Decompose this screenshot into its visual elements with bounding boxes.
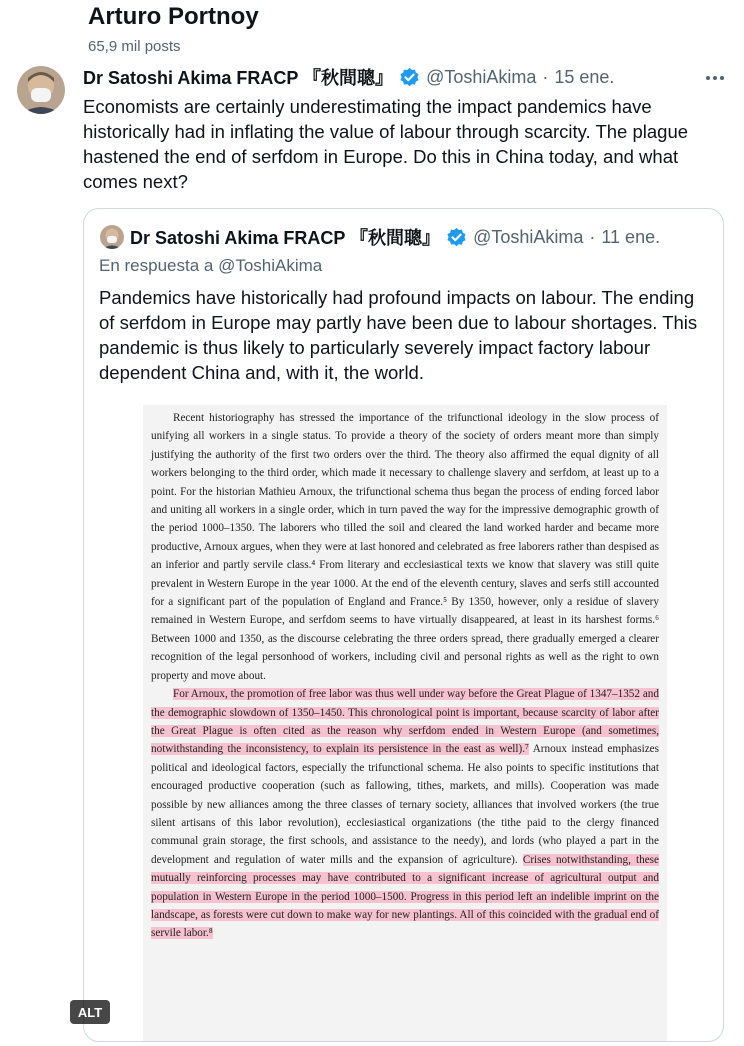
book-paragraph: Recent historiography has stressed the importance of the trifunctional ideology in the slow process of unifying all workers in a single status. To provide a theory of the society of orders meant more than simply justifying the authority of the first two orders over the third. The theory also affirmed the equal dignity of all workers belonging to the third order, which made it necessary to challenge slavery and serfdom, at least up to a point. For the historian Mathieu Arnoux, the trifunctional schema thus began the process of ending forced labor and uniting all workers in a single order, which in turn paved the way for the impressive demographic growth of the period 1000–1350. The laborers who tilled the soil and cleared the land worked harder and became more productive, Arnoux argues, when they were at last honored and celebrated as free laborers rather than despised as an inferior and partly servile class.⁴ From literary and ecclesiastical texts we know that slavery was still quite prevalent in Western Europe in the year 1000. At the end of the eleventh century, slaves and serfs still accounted for a significant part of the population of England and France.⁵ By 1350, however, only a residue of slavery remained in Western Europe, and serfdom seems to have virtually disappeared, at least in its harshest forms.⁶ Between 1000 and 1350, as the discourse celebrating the three orders spread, there gradually emerged a clearer recognition of the legal personhood of workers, including civil and personal rights as well as the right to own property and move about. [151,412,659,682]
quoted-book-page-image[interactable] [143,405,667,1042]
book-page-text [151,409,659,943]
verified-badge-icon [446,227,467,248]
highlighted-passage: Crises notwithstanding, these mutually reinforcing processes may have contributed to a significant increase of agricultural output and population in Western Europe in the period 1000–1500. Progress in this period left an indelible imprint on the landscape, as forests were cut down to make way for new plantings. All of this coincided with the gradual end of servile labor.⁸ [151,853,659,940]
reply-context: En respuesta a @ToshiAkima [99,256,323,275]
plain-passage: Arnoux instead emphasizes political and ideological factors, especially the trifunctional schema. He also points to specific institutions that encouraged productive cooperation (such as fallowing, tithes, markets, and mills). Cooperation was made possible by new alliances among the three classes of ternary society, alliances that involved workers (the true silent artisans of this labor revolution), ecclesiastical organizations (the tithe paid to the clergy financed communal grain storage, the first schools, and assistance to the needy), and lords (who played a part in the development and regulation of water mills and the expansion of agriculture). [151,743,659,866]
tweet-text: Economists are certainly underestimating the impact pandemics have historically had in inflating the value of labour through scarcity. The plague hastened the end of serfdom in Europe. Do this in China today, and what comes next? [83,96,689,192]
avatar[interactable] [17,66,65,114]
separator-dot: · [589,226,596,247]
author-name[interactable]: Dr Satoshi Akima FRACP 『秋間聰』 [83,68,394,88]
more-options-icon[interactable] [702,66,728,90]
highlighted-passage: For Arnoux, the promotion of free labor was thus well under way before the Great Plague of 1347–1352 and the demographic slowdown of 1350–1450. This chronological point is important, because scarcity of labor after the Great Plague is often cited as the reason why serfdom ended in Western Europe (and sometimes, notwithstanding the inconsistency, to explain its persistence in the east as well).⁷ [151,688,659,756]
alt-text-badge[interactable]: ALT [70,1000,110,1024]
quote-date: 11 ene. [601,226,661,247]
profile-name: Arturo Portnoy [88,3,259,30]
author-handle[interactable]: @ToshiAkima [426,66,537,87]
separator-dot: · [542,66,549,87]
verified-badge-icon [399,67,420,88]
quote-text: Pandemics have historically had profound impacts on labour. The ending of serfdom in Europe may partly have been due to labour shortages. This pandemic is thus likely to particularly severely impact factory labour dependent China and, with it, the world. [99,287,698,383]
book-paragraph [151,685,659,943]
quote-author-handle: @ToshiAkima [473,226,584,247]
quote-author-name: Dr Satoshi Akima FRACP 『秋間聰』 [130,228,441,248]
profile-header [0,0,744,62]
quote-header [130,224,660,250]
tweet-date[interactable]: 15 ene. [554,66,615,87]
tweet-header [83,65,614,89]
quote-tweet-card[interactable] [83,208,724,1042]
profile-post-count: 65,9 mil posts [88,38,181,55]
quote-avatar [100,225,124,249]
